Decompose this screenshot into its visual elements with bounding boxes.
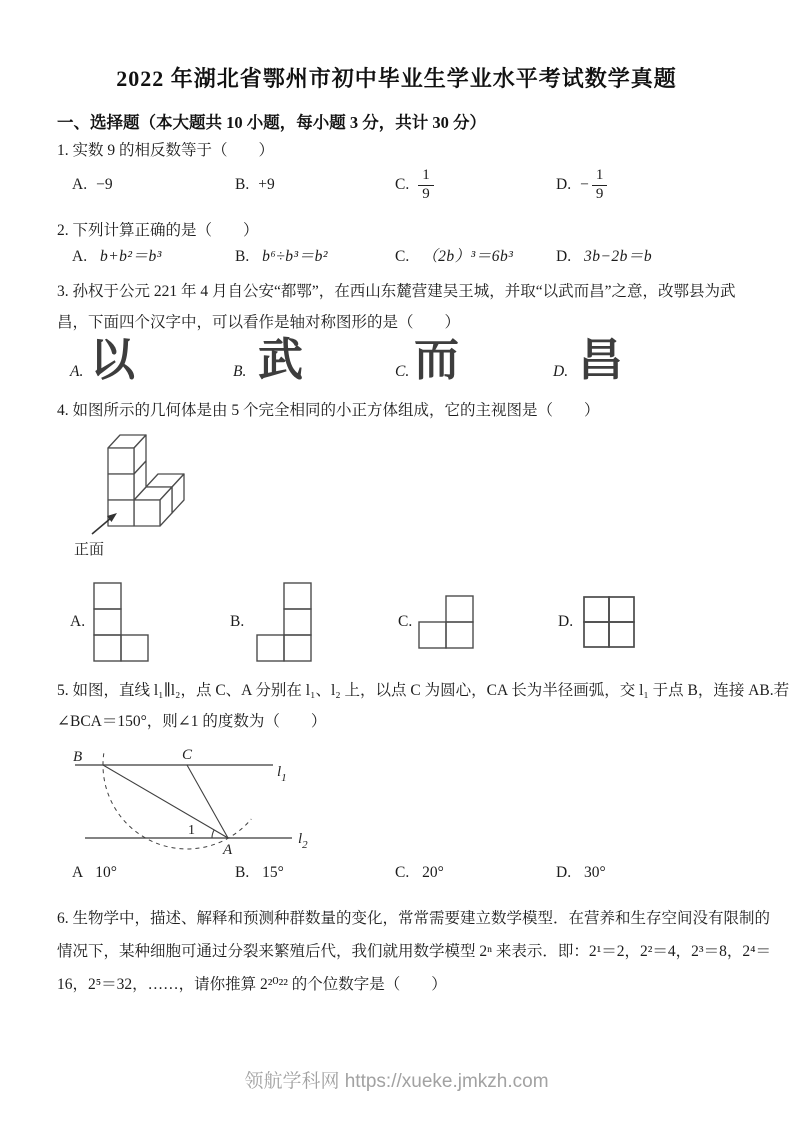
q1-option-c [395,158,434,212]
option-value: 15° [262,864,284,881]
option-label: D. [553,363,569,380]
option-value: 30° [583,864,606,881]
footer-watermark: 领航学科网 https://xueke.jmkzh.com [244,1071,549,1092]
compass-arc [103,753,251,849]
l2-label: $l_2$ [298,831,308,851]
option-label: A. [70,613,86,630]
option-value: −9 [96,176,113,193]
segment-BA [103,765,228,838]
q2-stem: 2. 下列计算正确的是（ ） [57,222,259,239]
q1-option-a [72,158,113,212]
angle-1-label: 1 [188,823,195,838]
q5-stem-line2: ∠BCA＝150°，则∠1 的度数为（ ） [57,713,327,730]
point-b-label: B [73,749,83,765]
q5-stem-line1: 5. 如图，直线 l₁∥l₂，点 C、A 分别在 l₁、l₂ 上，以点 C 为圆心，CA 长为半径画弧，交 l₁ 于点 B，连接 AB.若 [57,682,790,699]
q5-option-d [556,864,606,882]
option-value: 20° [422,864,444,881]
q3-char-c: 而 [414,334,460,385]
option-label: B. [230,613,245,630]
option-formula: （2b）³＝6b³ [422,248,514,265]
cube-face [108,500,134,526]
option-label: A. [72,176,88,193]
q4-stem: 4. 如图所示的几何体是由 5 个完全相同的小正方体组成，它的主视图是（ ） [57,402,600,419]
option-label: B. [235,176,250,193]
q3-char-d: 昌 [578,334,624,385]
option-label: C. [395,864,410,881]
option-value: +9 [258,176,275,193]
q1-option-b [235,158,275,212]
minus-sign: − [580,176,589,193]
q6-stem-line2: 情况下，某种细胞可通过分裂来繁殖后代，我们就用数学模型 2ⁿ 来表示．即：2¹＝2，2²＝4，2³＝8，2⁴＝ [57,943,771,960]
q6-stem-line1: 6. 生物学中，描述、解释和预测种群数量的变化，常常需要建立数学模型．在营养和生存空间没有限制的 [57,910,771,927]
option-label: C. [395,176,410,193]
q5-option-a [72,864,117,882]
q2-option-b [235,244,328,266]
option-label: B. [235,248,250,265]
option-label: B. [233,363,247,380]
fraction-numerator: 1 [422,167,430,184]
q2-option-d [556,244,652,266]
option-label: A. [70,363,84,380]
cube-face [108,474,134,500]
option-label: D. [556,176,572,193]
page-title: 2022 年湖北省鄂州市初中毕业生学业水平考试数学真题 [116,66,677,91]
option-formula: b+b²＝b³ [99,248,162,265]
option-formula: 3b−2b＝b [583,248,653,265]
q5-geometry-figure [40,738,340,860]
cube-face [108,448,134,474]
q1-option-d [556,158,607,212]
front-label: 正面 [74,542,105,558]
fraction [592,167,608,203]
q4-view-d-figure [583,596,635,649]
point-c-label: C [182,747,193,763]
point-a-label: A [223,842,233,858]
option-label: B. [235,864,250,881]
q6-stem [57,902,771,1001]
fraction [418,167,434,203]
q2-option-c [395,244,513,266]
q3-char-b: 武 [258,334,304,385]
q5-options [0,864,793,886]
q1-options [0,158,793,212]
option-label: D. [556,864,572,881]
q5-option-b [235,864,284,882]
section-heading: 一、选择题（本大题共 10 小题，每小题 3 分，共计 30 分） [57,113,486,132]
option-label: C. [395,248,410,265]
option-label: D. [556,248,572,265]
angle-1-arc [212,830,214,838]
q4-view-b-figure [256,582,312,662]
q3-stem-line2: 昌，下面四个汉字中，可以看作是轴对称图形的是（ ） [57,314,461,331]
q3-char-a: 以 [90,334,136,385]
q3-stem [57,276,736,338]
option-formula: b⁶÷b³＝b² [262,248,329,265]
fraction-denominator: 9 [418,185,434,203]
q5-option-c [395,864,444,882]
option-value: 10° [95,864,117,881]
q5-stem [57,675,789,737]
option-label: C. [398,613,413,630]
fraction-numerator: 1 [595,167,604,184]
q2-option-a [72,244,162,266]
q4-view-c-figure [418,595,474,649]
fraction-denominator: 9 [592,185,608,203]
q1-stem: 1. 实数 9 的相反数等于（ ） [57,142,275,159]
l1-label: $l_1$ [277,764,287,784]
option-label: C. [395,363,410,380]
q4-cube-figure [50,426,250,566]
q6-stem-line3: 16，2⁵＝32，……，请你推算 2²⁰²² 的个位数字是（ ） [57,976,447,993]
option-label: A [72,864,83,881]
q4-view-a-figure [93,582,149,662]
q2-options [0,244,793,266]
option-label: D. [558,613,574,630]
option-label: A. [72,248,88,265]
cube-face [134,500,160,526]
q3-stem-line1: 3. 孙权于公元 221 年 4 月自公安“都鄂”，在西山东麓营建吴王城，并取“以武而昌”之意，改鄂县为武 [57,283,736,300]
